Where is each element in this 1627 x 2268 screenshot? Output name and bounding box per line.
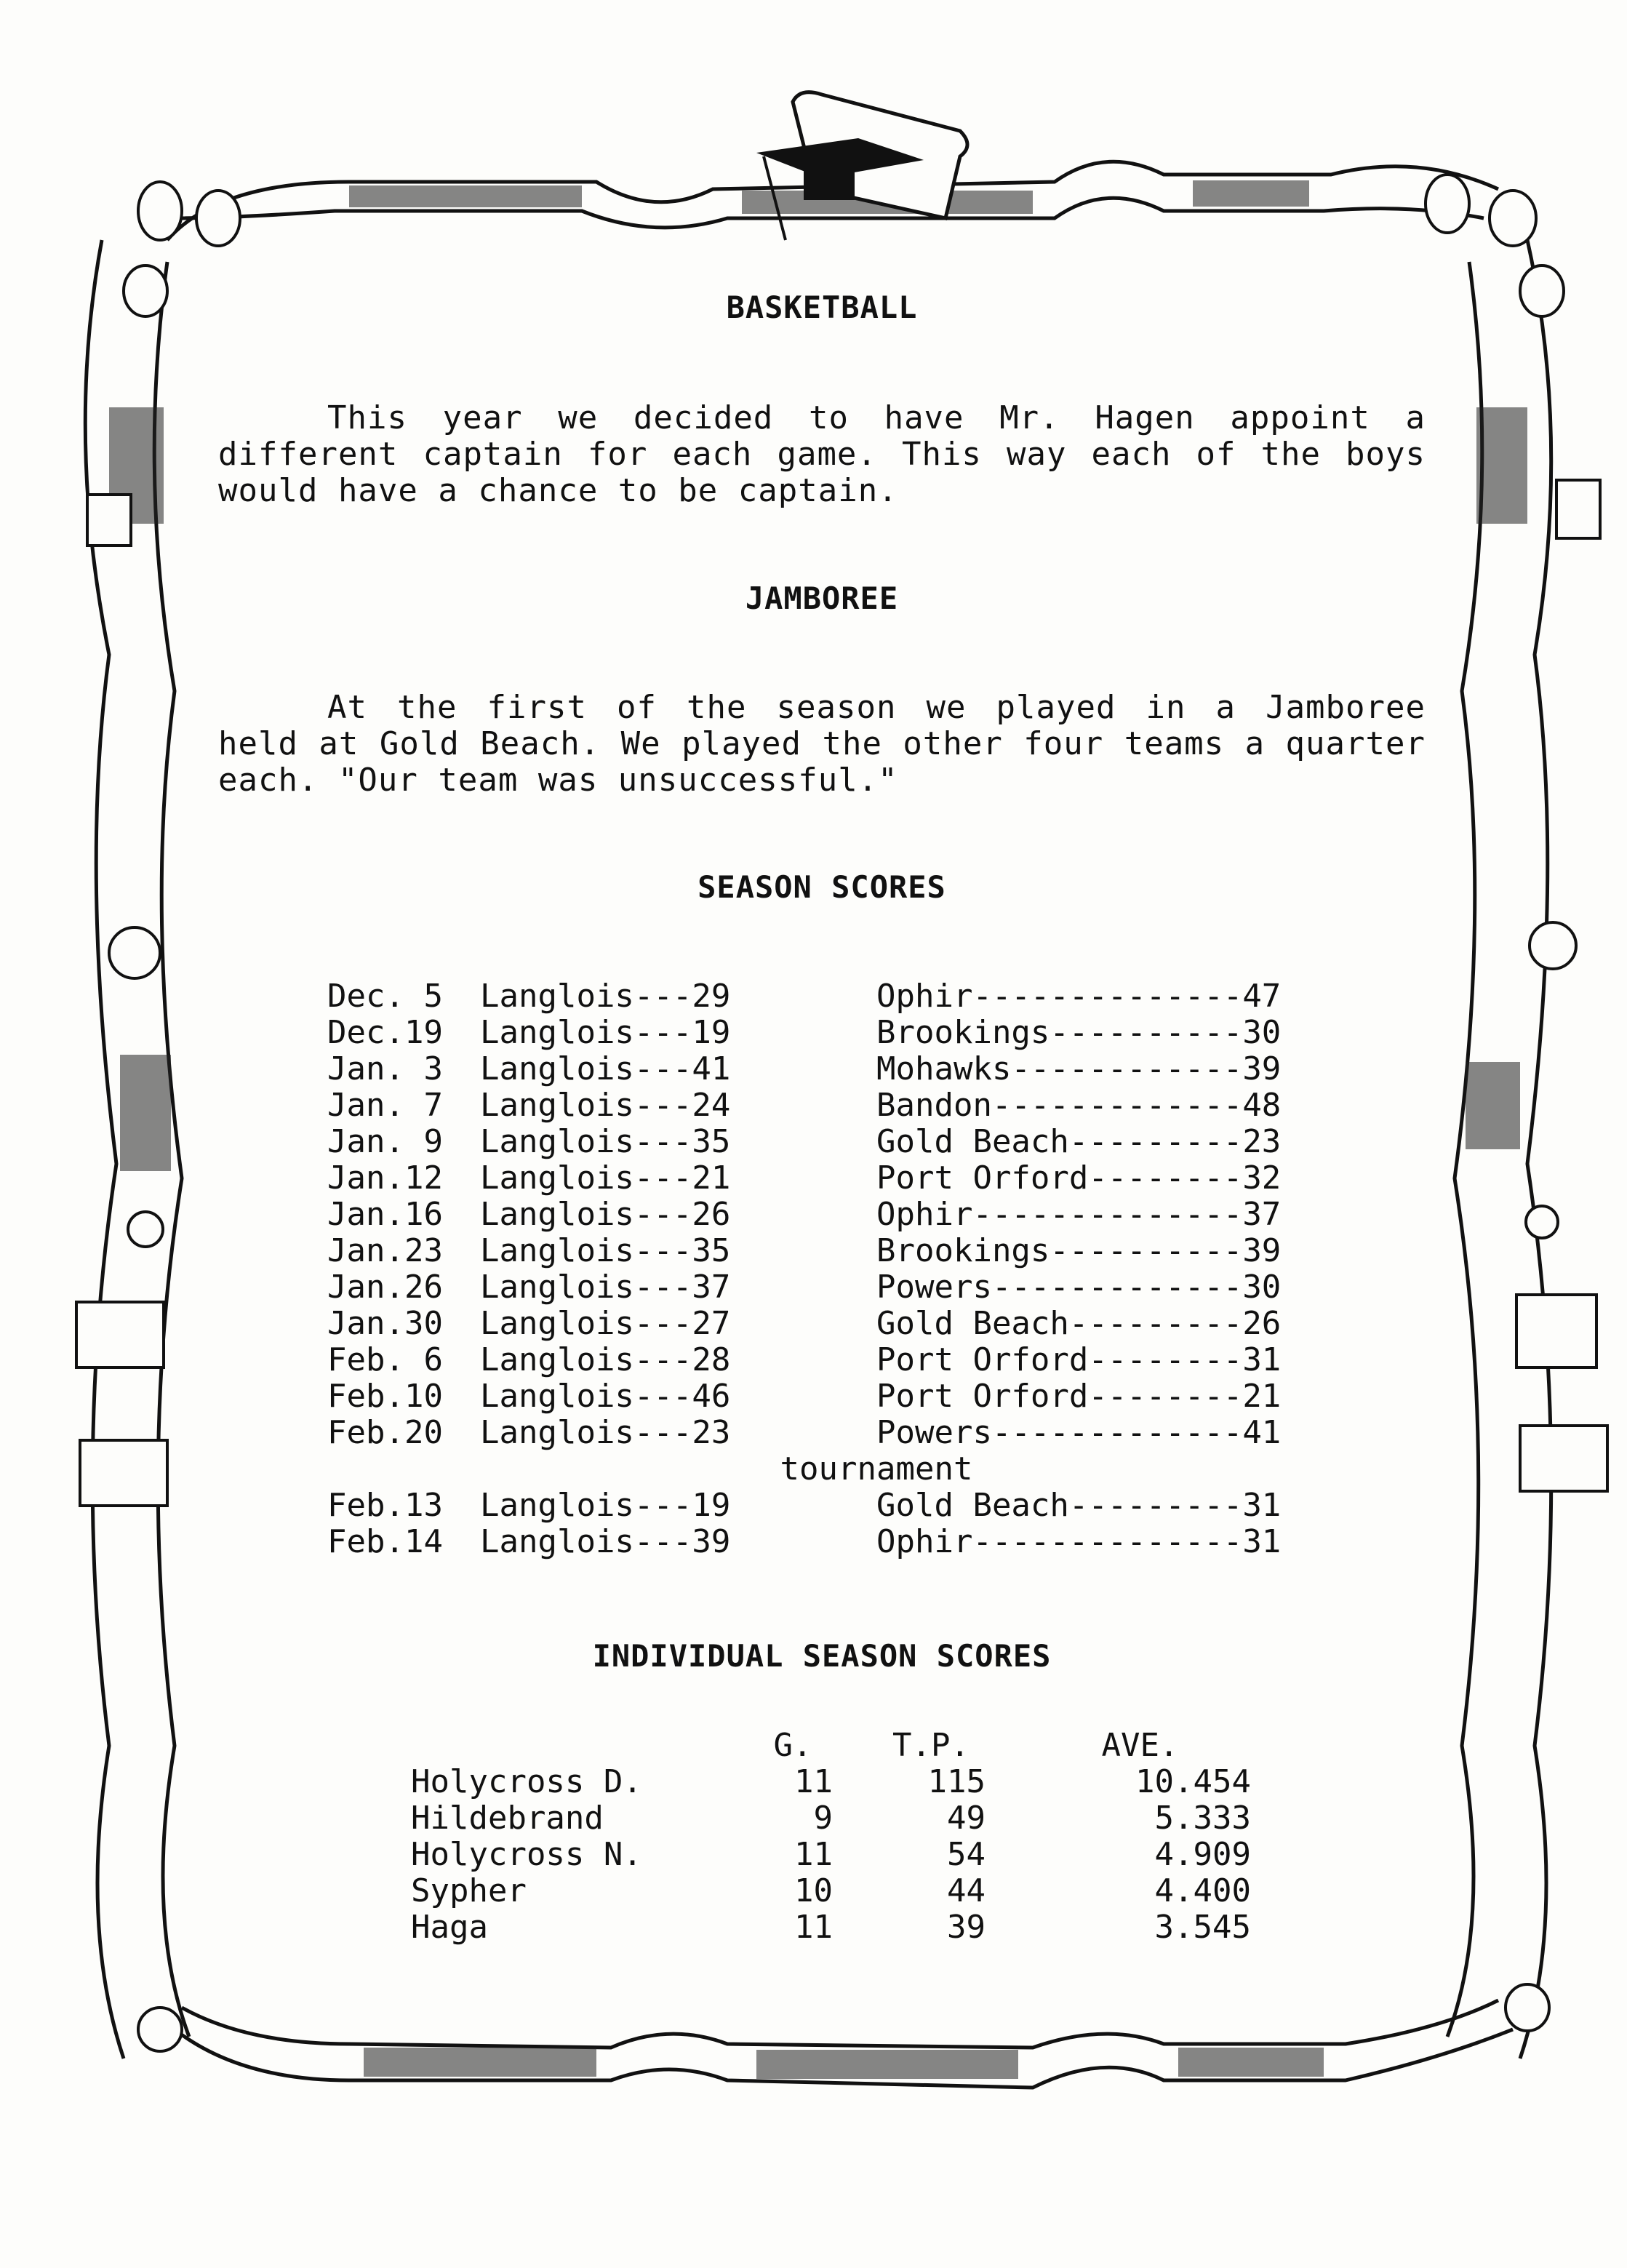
- player-total-points: 54: [947, 1836, 986, 1873]
- season-scores-heading: SEASON SCORES: [697, 869, 946, 905]
- player-average: 5.333: [1154, 1800, 1251, 1837]
- game-row: [327, 1415, 1346, 1451]
- opponent-score: Bandon-------------48: [876, 1087, 1282, 1124]
- player-name: Holycross N.: [411, 1836, 642, 1873]
- game-row: [327, 1342, 1346, 1378]
- tournament-game-row: [327, 1488, 1346, 1524]
- game-row: [327, 978, 1346, 1015]
- opponent-score: Ophir--------------37: [876, 1196, 1282, 1233]
- game-row: [327, 1015, 1346, 1051]
- game-row: [327, 1197, 1346, 1233]
- player-average: 3.545: [1154, 1909, 1251, 1946]
- langlois-score: Langlois---24: [480, 1087, 731, 1124]
- opponent-score: Gold Beach---------23: [876, 1123, 1282, 1160]
- game-date: Dec.19: [327, 1014, 443, 1051]
- total-points-column-header: T.P.: [892, 1727, 970, 1764]
- langlois-score: Langlois---39: [480, 1523, 731, 1560]
- game-date: Feb.14: [327, 1523, 443, 1560]
- table-header-row: [411, 1728, 1284, 1764]
- langlois-score: Langlois---19: [480, 1487, 731, 1524]
- langlois-score: Langlois---23: [480, 1414, 731, 1451]
- player-games: 11: [794, 1836, 833, 1873]
- opponent-score: Gold Beach---------31: [876, 1487, 1282, 1524]
- opponent-score: Powers-------------41: [876, 1414, 1282, 1451]
- langlois-score: Langlois---29: [480, 978, 731, 1015]
- basketball-paragraph: This year we decided to have Mr. Hagen appoint a different captain for each game. This way each of the boys would have a chance to be captain.: [218, 399, 1426, 509]
- tournament-label: tournament: [780, 1450, 973, 1488]
- langlois-score: Langlois---37: [480, 1269, 731, 1306]
- individual-scores-table: [411, 1728, 1284, 1946]
- game-row: [327, 1269, 1346, 1306]
- individual-scores-heading: INDIVIDUAL SEASON SCORES: [592, 1638, 1052, 1674]
- player-name: Haga: [411, 1909, 488, 1946]
- langlois-score: Langlois---21: [480, 1159, 731, 1197]
- langlois-score: Langlois---41: [480, 1050, 731, 1087]
- player-total-points: 115: [927, 1763, 986, 1800]
- player-average: 4.400: [1154, 1872, 1251, 1909]
- game-date: Feb. 6: [327, 1341, 443, 1378]
- game-date: Feb.20: [327, 1414, 443, 1451]
- player-total-points: 39: [947, 1909, 986, 1946]
- game-row: [327, 1087, 1346, 1124]
- opponent-score: Brookings----------30: [876, 1014, 1282, 1051]
- opponent-score: Port Orford--------21: [876, 1378, 1282, 1415]
- player-average: 4.909: [1154, 1836, 1251, 1873]
- game-row: [327, 1124, 1346, 1160]
- opponent-score: Port Orford--------32: [876, 1159, 1282, 1197]
- game-row: [327, 1160, 1346, 1197]
- game-date: Jan. 3: [327, 1050, 443, 1087]
- season-scores-table: [327, 978, 1346, 1560]
- game-row: [327, 1051, 1346, 1087]
- game-date: Jan. 9: [327, 1123, 443, 1160]
- game-date: Dec. 5: [327, 978, 443, 1015]
- langlois-score: Langlois---35: [480, 1123, 731, 1160]
- game-date: Jan.30: [327, 1305, 443, 1342]
- game-date: Jan.26: [327, 1269, 443, 1306]
- player-total-points: 49: [947, 1800, 986, 1837]
- langlois-score: Langlois---46: [480, 1378, 731, 1415]
- player-total-points: 44: [947, 1872, 986, 1909]
- opponent-score: Gold Beach---------26: [876, 1305, 1282, 1342]
- game-date: Jan. 7: [327, 1087, 443, 1124]
- player-row: [411, 1764, 1284, 1800]
- langlois-score: Langlois---28: [480, 1341, 731, 1378]
- opponent-score: Mohawks------------39: [876, 1050, 1282, 1087]
- average-column-header: AVE.: [1101, 1727, 1179, 1764]
- langlois-score: Langlois---19: [480, 1014, 731, 1051]
- opponent-score: Brookings----------39: [876, 1232, 1282, 1269]
- game-date: Jan.23: [327, 1232, 443, 1269]
- player-average: 10.454: [1135, 1763, 1251, 1800]
- game-date: Jan.12: [327, 1159, 443, 1197]
- game-row: [327, 1378, 1346, 1415]
- player-name: Hildebrand: [411, 1800, 604, 1837]
- opponent-score: Powers-------------30: [876, 1269, 1282, 1306]
- opponent-score: Ophir--------------31: [876, 1523, 1282, 1560]
- player-games: 9: [813, 1800, 833, 1837]
- langlois-score: Langlois---27: [480, 1305, 731, 1342]
- tournament-game-row: [327, 1524, 1346, 1560]
- jamboree-paragraph: At the first of the season we played in a Jamboree held at Gold Beach. We played the other four teams a quarter each. "Our team was unsuccessful.": [218, 689, 1426, 799]
- player-row: [411, 1873, 1284, 1909]
- player-row: [411, 1800, 1284, 1837]
- games-column-header: G.: [773, 1727, 812, 1764]
- opponent-score: Port Orford--------31: [876, 1341, 1282, 1378]
- player-name: Sypher: [411, 1872, 527, 1909]
- basketball-heading: BASKETBALL: [726, 290, 918, 325]
- player-row: [411, 1837, 1284, 1873]
- player-games: 11: [794, 1909, 833, 1946]
- jamboree-heading: JAMBOREE: [745, 580, 899, 616]
- game-date: Feb.10: [327, 1378, 443, 1415]
- player-games: 11: [794, 1763, 833, 1800]
- game-date: Jan.16: [327, 1196, 443, 1233]
- langlois-score: Langlois---26: [480, 1196, 731, 1233]
- game-row: [327, 1306, 1346, 1342]
- player-row: [411, 1909, 1284, 1946]
- player-name: Holycross D.: [411, 1763, 642, 1800]
- game-date: Feb.13: [327, 1487, 443, 1524]
- langlois-score: Langlois---35: [480, 1232, 731, 1269]
- player-games: 10: [794, 1872, 833, 1909]
- game-row: [327, 1233, 1346, 1269]
- opponent-score: Ophir--------------47: [876, 978, 1282, 1015]
